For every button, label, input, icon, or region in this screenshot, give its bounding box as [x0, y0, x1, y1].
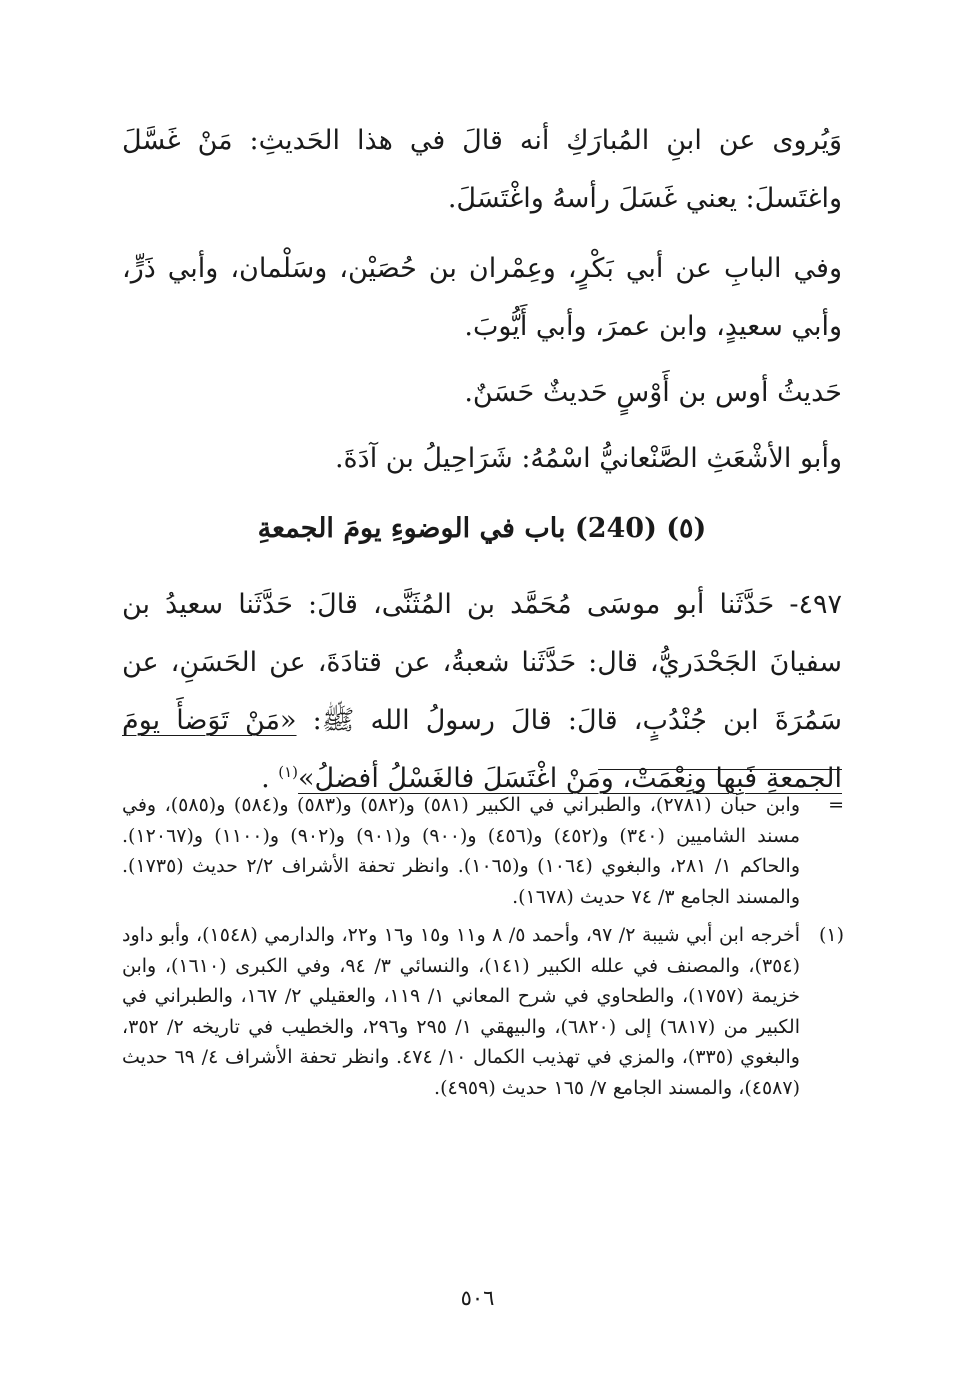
page-number: ٥٠٦	[460, 1286, 495, 1310]
footnote-continued	[122, 790, 844, 912]
chapter-heading: (٥) (240) باب في الوضوءِ يومَ الجمعةِ	[257, 513, 707, 544]
hadith-chain: حَدَّثَنا أبو موسَى مُحَمَّد بن المُثَنَّى، قالَ: حَدَّثَنا سعيدُ بن سفيانَ الجَحْدَريُّ، قال: حَدَّثَنا شعبةُ، عن قتادَةَ، عن الحَسَنِ، عن سَمُرَةَ ابن جُنْدُبٍ، قالَ: قالَ رسولُ الله ﷺ:	[122, 589, 842, 736]
footnote-text: أخرجه ابن أبي شيبة ٢/ ٩٧، وأحمد ٥/ ٨ و١١ و١٥ و١٦ و٢٢، والدارمي (١٥٤٨)، وأبو داود (٣٥٤)، والمصنف في علله الكبير (١٤١)، والنسائي ٣/ ٩٤، وفي الكبرى (١٦١٠)، وابن خزيمة (١٧٥٧)، والطحاوي في شرح المعاني ١/ ١١٩، والعقيلي ٢/ ١٦٧، والطبراني في الكبير من (٦٨١٧) إلى (٦٨٢٠)، والبيهقي ١/ ٢٩٥ و٢٩٦، والخطيب في تاريخه ٢/ ٣٥٢، والبغوي (٣٣٥)، والمزي في تهذيب الكمال ١٠/ ٤٧٤. وانظر تحفة الأشراف ٤/ ٦٩ حديث (٤٥٨٧)، والمسند الجامع ٧/ ١٦٥ حديث (٤٩٥٩).	[122, 924, 800, 1099]
paragraph-ibn-mubarak: وَيُروى عن ابنِ المُبارَكِ أنه قالَ في هذا الحَديثِ: مَنْ غَسَّلَ واغتَسلَ: يعني غَسَلَ رأسهُ واغْتَسَلَ.	[122, 125, 842, 214]
footnote-continuation-marker: =	[828, 794, 844, 816]
hadith-497	[122, 576, 842, 808]
footnote-number: (١)	[818, 924, 844, 946]
hadith-quote: «مَنْ تَوَضأَ يومَ الجمعةِ فَبِها ونِعْمَتْ، ومَنْ اغْتَسَلَ فالغَسْلُ أفضلُ»	[122, 705, 842, 794]
main-text	[122, 112, 842, 808]
footnote-reference[interactable]: (١)	[278, 763, 299, 781]
paragraph-in-the-chapter: وفي البابِ عن أبي بَكْرٍ، وعِمْران بن حُصَيْن، وسَلْمان، وأبي ذَرٍّ، وأبي سعيدٍ، وابن عمرَ، وأبي أَيُّوبَ.	[122, 253, 842, 342]
paragraph-narrator-name: وأبو الأشْعَثِ الصَّنْعانيُّ اسْمُهُ: شَرَاحِيلُ بن آدَةَ.	[334, 443, 842, 474]
hadith-number: ٤٩٧-	[789, 589, 842, 620]
footnote-separator	[598, 769, 842, 770]
hadith-end: .	[261, 763, 270, 794]
paragraph-hadith-grade: حَديثُ أوس بن أَوْسٍ حَديثٌ حَسَنٌ.	[464, 377, 842, 408]
footnotes	[122, 790, 844, 1111]
footnote-text: وابن حبان (٢٧٨١)، والطبراني في الكبير (٥٨١) و(٥٨٢) و(٥٨٣) و(٥٨٤) و(٥٨٥)، وفي مسند الشاميين (٣٤٠) و(٤٥٢) و(٤٥٦) و(٩٠٠) و(٩٠١) و(٩٠٢) و(١١٠٠) و(١٢٠٦٧). والحاكم ١/ ٢٨١، والبغوي (١٠٦٤) و(١٠٦٥). وانظر تحفة الأشراف ٢/٢ حديث (١٧٣٥). والمسند الجامع ٣/ ٧٤ حديث (١٦٧٨).	[122, 794, 801, 908]
footnote-1	[122, 920, 844, 1103]
